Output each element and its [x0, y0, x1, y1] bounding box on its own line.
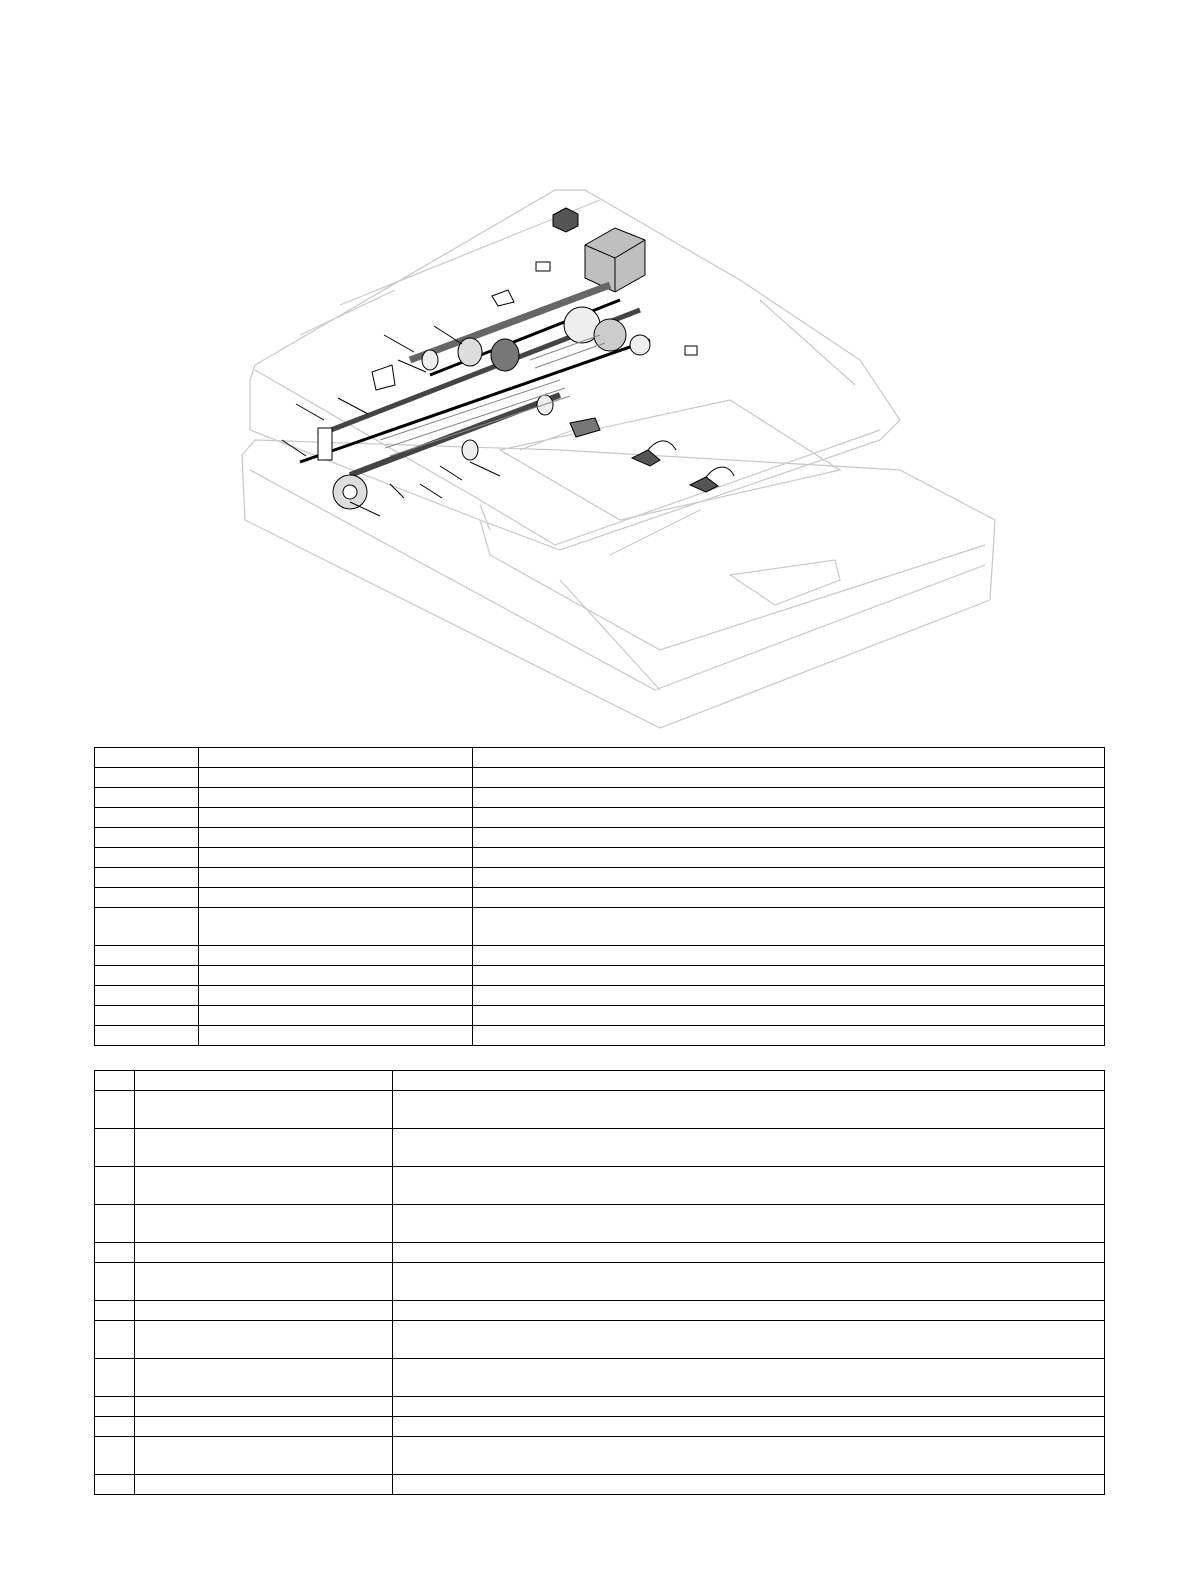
cell-function [473, 868, 1105, 888]
cell-number [95, 1397, 135, 1417]
table-row [95, 1129, 1105, 1167]
cell-description [393, 1301, 1105, 1321]
cell-name [199, 888, 473, 908]
cell-name [199, 1026, 473, 1046]
cell-part [135, 1263, 393, 1301]
cell-function [473, 768, 1105, 788]
cell-description [393, 1263, 1105, 1301]
table-row [95, 966, 1105, 986]
cell-part [135, 1475, 393, 1495]
table-row [95, 1321, 1105, 1359]
cell-description [393, 1071, 1105, 1091]
cell-number [95, 1243, 135, 1263]
table-row [95, 808, 1105, 828]
table-row [95, 1475, 1105, 1495]
cell-function [473, 788, 1105, 808]
table-row [95, 748, 1105, 768]
cell-number [95, 1263, 135, 1301]
cell-number [95, 1359, 135, 1397]
cell-name [199, 768, 473, 788]
cell-description [393, 1437, 1105, 1475]
table-row [95, 848, 1105, 868]
table-row [95, 1397, 1105, 1417]
cell-code [95, 986, 199, 1006]
table-row [95, 908, 1105, 946]
cell-code [95, 888, 199, 908]
cell-number [95, 1321, 135, 1359]
cell-function [473, 966, 1105, 986]
cell-name [199, 986, 473, 1006]
cell-name [199, 966, 473, 986]
cell-part [135, 1167, 393, 1205]
cell-code [95, 768, 199, 788]
cell-function [473, 908, 1105, 946]
cell-part [135, 1129, 393, 1167]
cell-description [393, 1129, 1105, 1167]
cell-number [95, 1071, 135, 1091]
cell-function [473, 888, 1105, 908]
table-row [95, 768, 1105, 788]
cell-code [95, 908, 199, 946]
cell-number [95, 1205, 135, 1243]
table-row [95, 868, 1105, 888]
cell-description [393, 1475, 1105, 1495]
cell-code [95, 946, 199, 966]
cell-description [393, 1321, 1105, 1359]
table-row [95, 1437, 1105, 1475]
cell-part [135, 1397, 393, 1417]
cell-description [393, 1417, 1105, 1437]
cell-code [95, 966, 199, 986]
cell-part [135, 1091, 393, 1129]
cell-code [95, 748, 199, 768]
table-row [95, 1167, 1105, 1205]
table-row [95, 986, 1105, 1006]
table-row [95, 1006, 1105, 1026]
table-row [95, 1359, 1105, 1397]
table-row [95, 1071, 1105, 1091]
cell-description [393, 1243, 1105, 1263]
cell-description [393, 1397, 1105, 1417]
table-row [95, 888, 1105, 908]
cell-description [393, 1359, 1105, 1397]
table-row [95, 946, 1105, 966]
cell-part [135, 1437, 393, 1475]
cell-name [199, 828, 473, 848]
cell-function [473, 986, 1105, 1006]
cell-part [135, 1417, 393, 1437]
cell-number [95, 1129, 135, 1167]
cell-part [135, 1071, 393, 1091]
cell-name [199, 868, 473, 888]
table-row [95, 1243, 1105, 1263]
cell-code [95, 1006, 199, 1026]
cell-number [95, 1167, 135, 1205]
cell-code [95, 808, 199, 828]
cell-name [199, 748, 473, 768]
feed-mechanism [300, 208, 734, 509]
cell-number [95, 1437, 135, 1475]
signal-table [94, 747, 1105, 1046]
table-row [95, 1026, 1105, 1046]
cell-function [473, 1026, 1105, 1046]
table-row [95, 788, 1105, 808]
parts-table [94, 1070, 1105, 1495]
cell-function [473, 1006, 1105, 1026]
cell-name [199, 808, 473, 828]
cell-name [199, 946, 473, 966]
cell-description [393, 1205, 1105, 1243]
cell-part [135, 1205, 393, 1243]
cell-description [393, 1167, 1105, 1205]
table-row [95, 1301, 1105, 1321]
cell-part [135, 1359, 393, 1397]
cell-function [473, 828, 1105, 848]
cell-function [473, 748, 1105, 768]
cell-number [95, 1091, 135, 1129]
cell-function [473, 946, 1105, 966]
table-row [95, 828, 1105, 848]
cell-number [95, 1301, 135, 1321]
cell-description [393, 1091, 1105, 1129]
cell-function [473, 808, 1105, 828]
cell-number [95, 1475, 135, 1495]
cell-code [95, 868, 199, 888]
table-row [95, 1263, 1105, 1301]
cell-number [95, 1417, 135, 1437]
table-row [95, 1091, 1105, 1129]
cell-name [199, 848, 473, 868]
table-row [95, 1205, 1105, 1243]
cell-name [199, 908, 473, 946]
cell-function [473, 848, 1105, 868]
cell-code [95, 848, 199, 868]
cell-code [95, 1026, 199, 1046]
feeder-diagram [0, 0, 1190, 740]
cell-part [135, 1301, 393, 1321]
cell-part [135, 1243, 393, 1263]
table-row [95, 1417, 1105, 1437]
cell-part [135, 1321, 393, 1359]
cell-name [199, 788, 473, 808]
cell-name [199, 1006, 473, 1026]
cell-code [95, 788, 199, 808]
cell-code [95, 828, 199, 848]
